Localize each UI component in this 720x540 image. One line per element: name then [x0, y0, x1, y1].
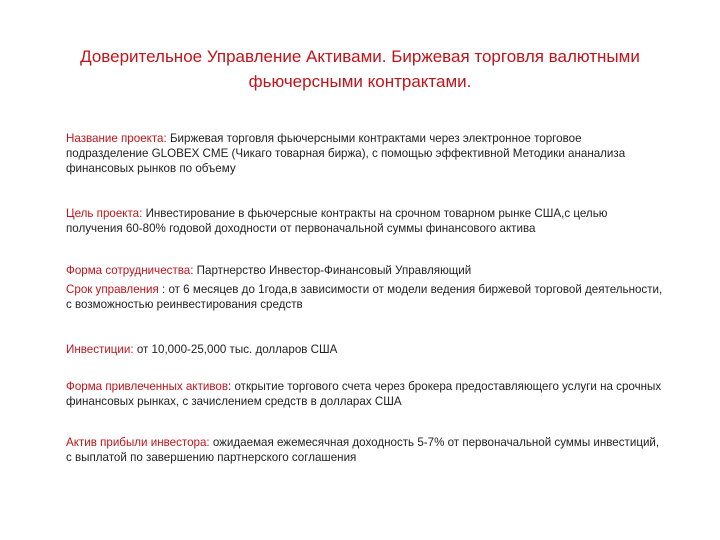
slide-title: Доверительное Управление Активами. Биржевая торговля валютными фьючерсными контрактами. — [80, 47, 640, 91]
investor-profit-text: ожидаемая ежемесячная доходность 5-7% от первоначальной суммы инвестиций, с выплатой по завершению партнерского соглашения — [66, 436, 660, 464]
project-goal-item — [66, 206, 666, 236]
assets-form-item — [66, 379, 666, 409]
project-goal-text: Инвестирование в фьючерсные контракты на срочном товарном рынке США,с целью получения 60-80% годовой доходности от первоначальной суммы финансового актива — [66, 207, 608, 235]
investments-text: от 10,000-25,000 тыс. долларов США — [133, 343, 338, 356]
project-name-item — [66, 131, 666, 176]
investor-profit-item — [66, 435, 666, 465]
project-goal-label: Цель проекта: — [66, 207, 143, 220]
project-name-text: Биржевая торговля фьючерсными контрактами через электронное торговое подразделение GLOBEX CME (Чикаго товарная биржа), с помощью эффективной Методики ананализа финансовых рынков по объему — [66, 132, 626, 175]
investments-item — [66, 342, 666, 357]
cooperation-form-text: Партнерство Инвестор-Финансовый Управляющий — [193, 264, 472, 277]
investor-profit-label: Актив прибыли инвестора: — [66, 436, 210, 449]
project-name-label: Название проекта: — [66, 132, 167, 145]
assets-form-label: Форма привлеченных активов — [66, 380, 228, 393]
management-term-label: Срок управления — [66, 283, 159, 296]
management-term-item — [66, 282, 666, 312]
investments-label: Инвестиции: — [66, 343, 134, 356]
cooperation-form-item — [66, 263, 666, 278]
management-term-text: : от 6 месяцев до 1года,в зависимости от модели ведения биржевой торговой деятельности, с возможностью реинвестирования средств — [66, 283, 663, 311]
cooperation-form-label: Форма сотрудничества: — [66, 264, 194, 277]
assets-form-text: : открытие торгового счета через брокера предоставляющего услуги на срочных финансовых рынках, с зачислением средств в долларах США — [66, 380, 662, 408]
